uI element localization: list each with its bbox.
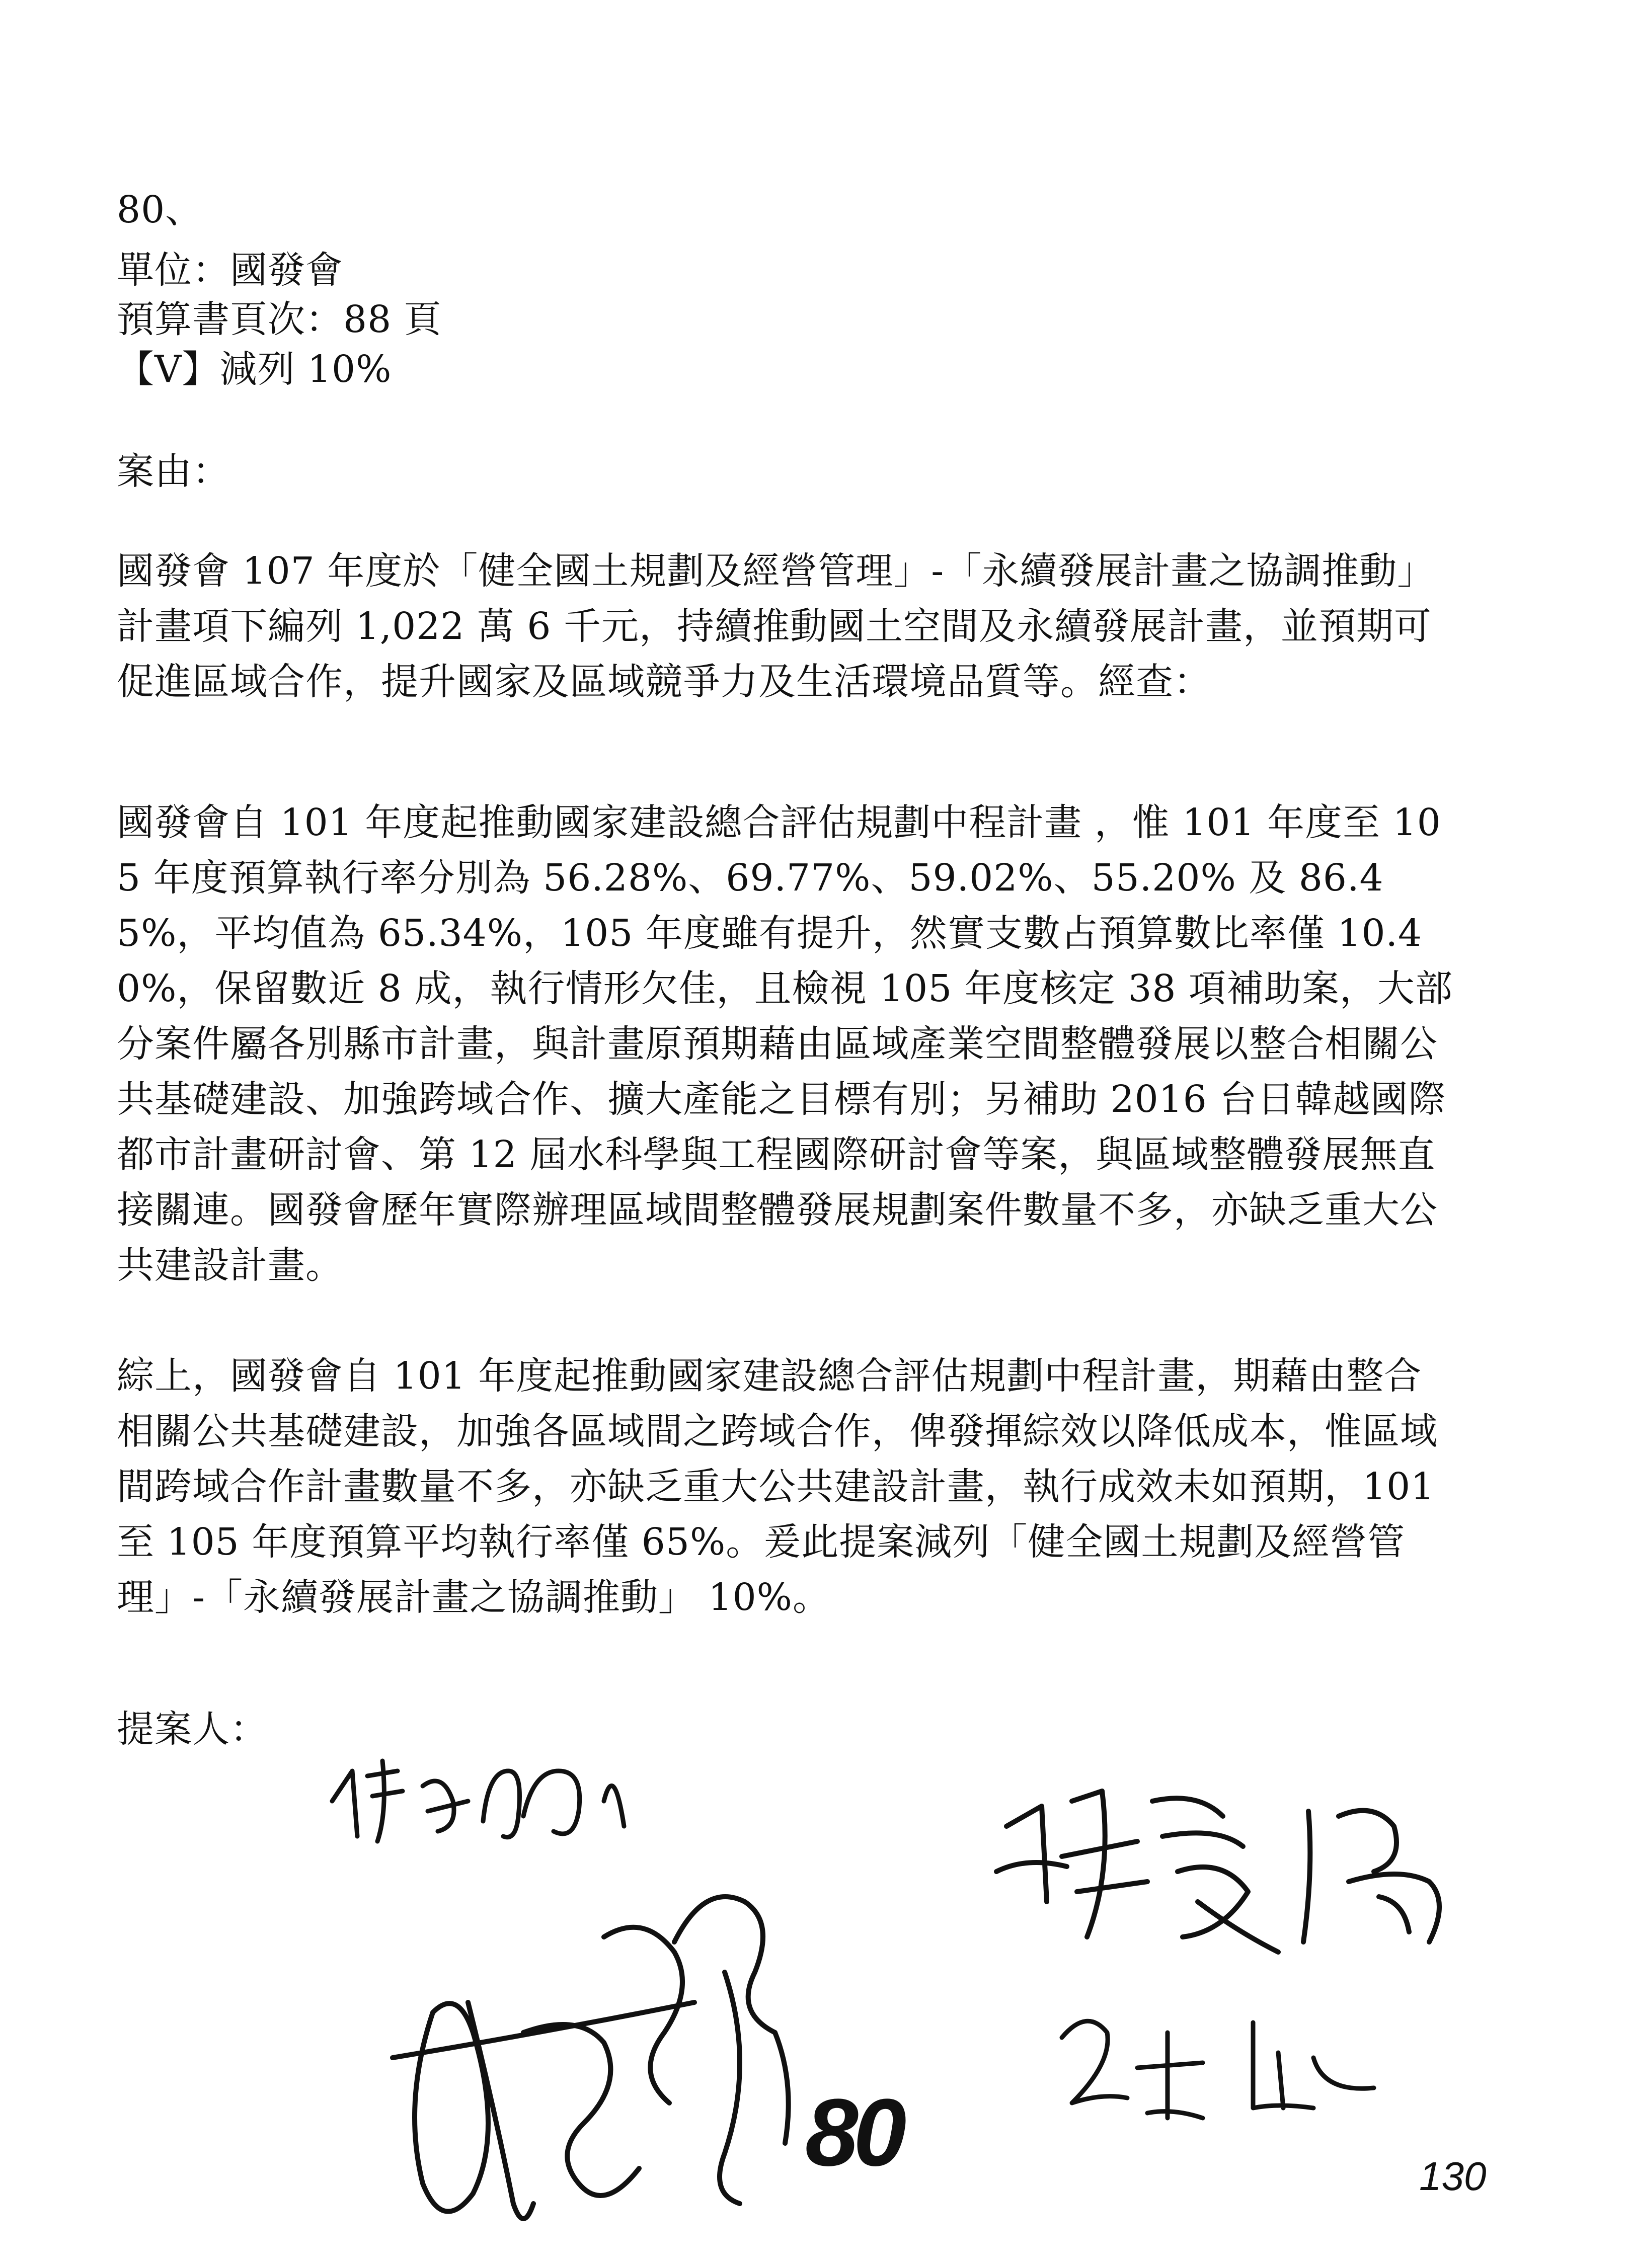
handwritten-page-number: 130 (1419, 2154, 1487, 2199)
reason-label: 案由： (117, 450, 230, 493)
paragraph-budget-item: 國發會 107 年度於「健全國土規劃及經營管理」-「永續發展計畫之協調推動」計畫項下編列 1,022 萬 6 千元，持續推動國土空間及永續發展計畫，並預期可促進區域合作，提升國家及區域競爭力及生活環境品質等。經查： (117, 549, 1435, 703)
signature-3 (986, 1771, 1469, 1982)
item-number: 80、 (117, 188, 203, 231)
budget-page-line: 預算書頁次：88 頁 (117, 298, 442, 341)
unit-line: 單位：國發會 (117, 249, 343, 292)
paragraph-findings: 國發會自 101 年度起推動國家建設總合評估規劃中程計畫 ，惟 101 年度至 105 年度預算執行率分別為 56.28%、69.77%、59.02%、55.20% 及 86.45%，平均值為 65.34%，105 年度雖有提升，然實支數占預算數比率僅 10.40%，保留數近 8 成，執行情形欠佳，且檢視 105 年度核定 38 項補助案，大部分案件屬各別縣市計畫，與計畫原預期藉由區域產業空間整體發展以整合相關公共基礎建設、加強跨域合作、擴大產能之目標有別；另補助 2016 台日韓越國際都市計畫研討會、第 12 屆水科學與工程國際研討會等案，與區域整體發展無直接關連。國發會歷年實際辦理區域間整體發展規劃案件數量不多，亦缺乏重大公共建設計畫。 (117, 801, 1453, 1287)
action-line: 【V】減列 10% (117, 348, 392, 391)
paragraph-conclusion: 綜上，國發會自 101 年度起推動國家建設總合評估規劃中程計畫，期藉由整合相關公共基礎建設，加強各區域間之跨域合作，俾發揮綜效以降低成本，惟區域間跨域合作計畫數量不多，亦缺乏重大公共建設計畫，執行成效未如預期，101 至 105 年度預算平均執行率僅 65%。爰此提案減列「健全國土規劃及經營管理」-「永續發展計畫之協調推動」 10%。 (117, 1354, 1438, 1619)
signature-4 (1052, 1992, 1384, 2133)
proposer-label: 提案人： (117, 1708, 268, 1751)
handwritten-item-mark: 80 (805, 2079, 902, 2186)
